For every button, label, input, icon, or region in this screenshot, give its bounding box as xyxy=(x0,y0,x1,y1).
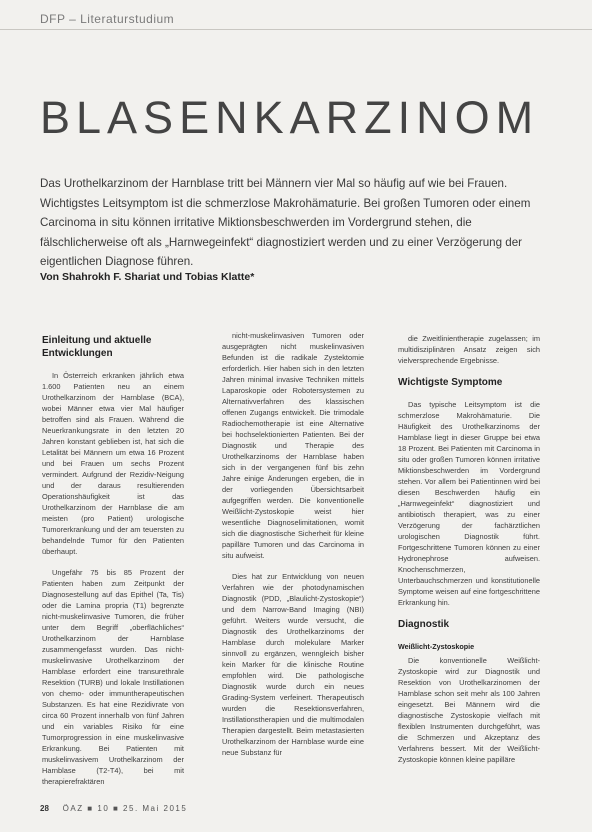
author-line: Von Shahrokh F. Shariat und Tobias Klatte* xyxy=(40,271,255,283)
page-number: 28 xyxy=(40,804,49,813)
section-label: DFP – Literaturstudium xyxy=(40,12,175,26)
heading-symptoms: Wichtigste Symptome xyxy=(398,377,503,388)
lead-paragraph: Das Urothelkarzinom der Harnblase tritt bei Männern vier Mal so häufig auf wie bei Frauen. Wichtigstes Leitsymptom ist die schmerzlose Makrohämaturie. Bei großen Tumoren oder einem Carcinoma in situ können irritative Miktionsbeschwerden im Vordergrund stehen, die fälschlicherweise oft als „Harnwegeinfekt“ diagnostiziert werden und zu einer Verzögerung der eigentlichen Diagnose führen. xyxy=(40,177,531,269)
column-2 xyxy=(222,330,364,768)
page-footer xyxy=(40,804,187,813)
heading-diagnostics: Diagnostik xyxy=(398,619,450,630)
header-rule xyxy=(0,29,592,30)
subheading-cystoscopy: Weißlicht-Zystoskopie xyxy=(398,642,475,651)
paragraph: Das typische Leitsymptom ist die schmerzlose Makrohämaturie. Die Häufigkeit des Urothelkarzinoms der Harnblase liegt in dieser Gruppe bei etwa 18 Prozent. Bei Patienten mit Carcinoma in situ oder großen Tumoren können irritative Miktionsbeschwerden im Vordergrund stehen. Vor allem bei Patientinnen wird bei diesen Beschwerden häufig ein „Harnwegeinfekt“ diagnostiziert und antibiotisch therapiert, was zu einer Verzögerung der fachärztlichen urologischen Diagnostik führt. Fortgeschrittene Tumoren können zu einer Hydronephrose aufweisen. Knochenschmerzen, Unterbauchschmerzen und konstitutionelle Symptome weisen auf eine fortgeschrittene Erkrankung hin. xyxy=(398,400,540,607)
column-3 xyxy=(398,333,540,775)
paragraph: Ungefähr 75 bis 85 Prozent der Patienten haben zum Zeitpunkt der Diagnosestellung auf das Epithel (Ta, Tis) oder die Lamina propria (T1) begrenzte nicht-muskelinvasive Tumoren, die früher unter dem Begriff „oberflächliches“ Urothelkarzinom der Harnblase zusammengefasst wurden. Das nicht-muskelinvasive Urothelkarzinom der Harnblase erfordert eine transurethrale Resektion (TURB) und lokale Instillationen von chemo- oder immuntherapeutischen Substanzen. Es hat eine Rezidivrate von circa 60 Prozent innerhalb von fünf Jahren und ein variables Risiko für eine Tumorprogression in eine muskelinvasive Erkrankung. Bei Patienten mit muskelinvasivem Urothelkarzinom der Harnblase (T2-T4), bei mit therapierefraktären xyxy=(42,568,184,786)
article-title: BLASENKARZINOM xyxy=(40,92,540,143)
paragraph: die Zweitlinientherapie zugelassen; im multidisziplinären Ansatz zeigen sich vielversprechende Ergebnisse. xyxy=(398,334,540,365)
paragraph: Dies hat zur Entwicklung von neuen Verfahren wie der photodynamischen Diagnostik (PDD, „Blaulicht-Zystoskopie“) und dem Narrow-Band Imaging (NBI) geführt. Weiters wurde versucht, die Diagnostik des Urothelkarzinoms der Harnblase durch molekulare Marker sinnvoll zu ergänzen, wenngleich bisher kein Marker für die klinische Routine empfohlen wird. Die pathologische Diagnostik wurde durch ein neues Grading-System verfeinert. Therapeutisch wurden die Resektionsverfahren, Instillationstherapien und die multimodalen Therapien dargestellt. Beim metastasierten Urothelkarzinom der Harnblase wurde eine neue Substanz für xyxy=(222,572,364,757)
column-1 xyxy=(42,334,184,797)
paragraph: In Österreich erkranken jährlich etwa 1.600 Patienten neu an einem Urothelkarzinom der Harnblase (BCA), wobei Männer etwa vier Mal häufiger betroffen sind als Frauen. Während die Neuerkrankungsrate in den letzten 20 Jahren konstant geblieben ist, hat sich die Letalität bei Männern um etwa 16 Prozent und bei Frauen um sechs Prozent vermindert. Aufgrund der Rezidiv-Neigung und der daraus resultierenden Operationshäufigkeit ist das Urothelkarzinom der Harnblase die am meisten (pro Patient) urologische Tumorerkrankung und der am teuersten zu behandelnde Tumor für den Patienten überhaupt. xyxy=(42,371,184,556)
paragraph: Die konventionelle Weißlicht-Zystoskopie wird zur Diagnostik und Resektion von Urothelkarzinomen der Harnblase schon seit mehr als 100 Jahren eingesetzt. Bei Männern wird die diagnostische Zystoskopie vielfach mit flexiblen Instrumenten durchgeführt, was die Schmerzen und Akzeptanz des Verfahrens bessert. Mit der Weißlicht-Zystoskopie können kleine papilläre xyxy=(398,656,540,764)
heading-introduction: Einleitung und aktuelle Entwicklungen xyxy=(42,335,152,359)
paragraph: nicht-muskelinvasiven Tumoren oder ausgeprägten nicht muskelinvasiven Befunden ist die radikale Zystektomie erforderlich. Hier haben sich in den letzten Jahren minimal invasive Techniken mittels Laparoskopie oder Robotersystemen zu Alternativverfahren des klassischen offenen Zugangs entwickelt. Die trimodale Radiochemotherapie ist eine Alternative bei hochselektionierten Patienten. Bei der Diagnostik und Therapie des Urothelkarzinoms der Harnblase haben sich in der vergangenen fünf bis zehn Jahre einige Änderungen ergeben, die in der vorliegenden Übersichtsarbeit aufgegriffen werden. Die konventionelle Weißlicht-Zystoskopie weist hier wesentliche Diagnoselimitationen, womit sich die diagnostische Sicherheit für kleine papilläre Tumoren und das Carcinoma in situ aufweist. xyxy=(222,331,364,560)
issue-info: ÖAZ ■ 10 ■ 25. Mai 2015 xyxy=(62,804,188,813)
